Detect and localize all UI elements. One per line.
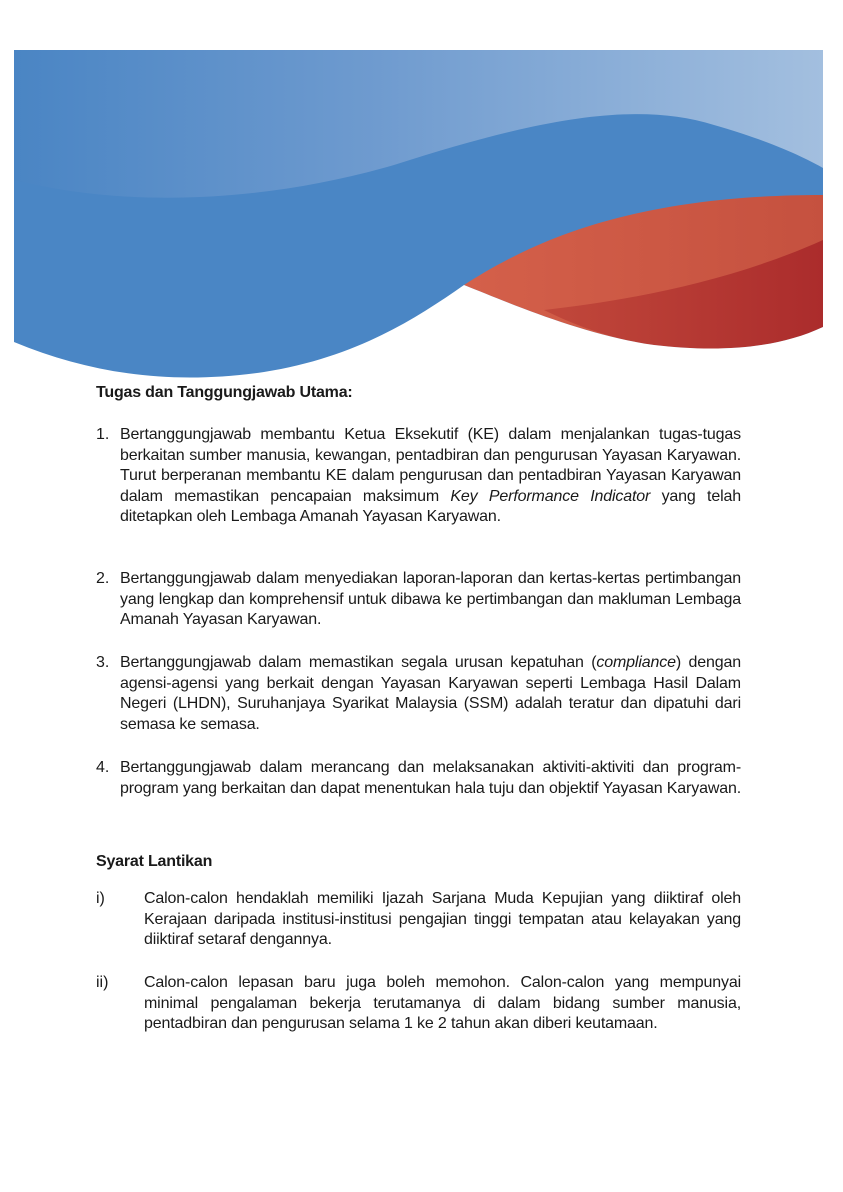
wave-graphic	[14, 50, 823, 380]
duty-item-1	[96, 425, 741, 528]
duty-text-part: Bertanggungjawab dalam memastikan segala urusan kepatuhan (	[120, 654, 597, 671]
duty-text-italic: compliance	[596, 654, 676, 671]
requirement-text: Calon-calon lepasan baru juga boleh memohon. Calon-calon yang mempunyai minimal pengalaman bekerja terutamanya di dalam bidang sumber manusia, pentadbiran dan pengurusan selama 1 ke 2 tahun akan diberi keutamaan.	[144, 974, 741, 1032]
duty-item-2	[96, 569, 741, 631]
requirements-heading: Syarat Lantikan	[96, 853, 213, 870]
requirement-text: Calon-calon hendaklah memiliki Ijazah Sarjana Muda Kepujian yang diiktiraf oleh Kerajaan daripada institusi-institusi pengajian tinggi tempatan atau kelayakan yang diiktiraf setaraf dengannya.	[144, 890, 741, 948]
duty-text-part: Bertanggungjawab membantu Ketua Eksekutif (KE) dalam menjalankan tugas-tugas berkaitan sumber manusia, kewangan, pentadbiran dan pengurusan Yayasan Karyawan. Turut berperanan membantu KE dalam pengurusan dan pentadbiran Yayasan Karyawan dalam memastikan pencapaian maksimum	[120, 426, 741, 505]
header-wave-banner	[14, 50, 823, 380]
requirement-item-1	[96, 889, 741, 951]
duty-number: 4.	[96, 759, 110, 776]
duty-text-italic: Key Performance Indicator	[450, 487, 651, 505]
duty-text	[120, 653, 741, 735]
duty-number: 3.	[96, 654, 110, 671]
duty-text-part: yang telah ditetapkan oleh Lembaga Amanah Yayasan Karyawan.	[120, 487, 741, 525]
requirement-item-2	[96, 973, 741, 1035]
requirement-number: i)	[96, 890, 105, 907]
duty-text	[120, 569, 741, 631]
duty-number: 1.	[96, 426, 110, 443]
duty-text	[120, 425, 741, 528]
duty-item-3	[96, 653, 741, 735]
duty-text	[120, 758, 741, 799]
duty-text-part: Bertanggungjawab dalam merancang dan melaksanakan aktiviti-aktiviti dan program-program yang berkaitan dan dapat menentukan hala tuju dan objektif Yayasan Karyawan.	[120, 759, 742, 797]
duty-text-part: ) dengan agensi-agensi yang berkait dengan Yayasan Karyawan seperti Lembaga Hasil Dalam Negeri (LHDN), Suruhanjaya Syarikat Malaysia (SSM) adalah teratur dan dipatuhi dari semasa ke semasa.	[120, 654, 741, 733]
duty-text-part: Bertanggungjawab dalam menyediakan laporan-laporan dan kertas-kertas pertimbangan yang lengkap dan komprehensif untuk dibawa ke pertimbangan dan makluman Lembaga Amanah Yayasan Karyawan.	[120, 570, 741, 628]
duty-number: 2.	[96, 570, 110, 587]
duties-heading: Tugas dan Tanggungjawab Utama:	[96, 384, 353, 401]
requirement-number: ii)	[96, 974, 109, 991]
duty-item-4	[96, 758, 741, 799]
